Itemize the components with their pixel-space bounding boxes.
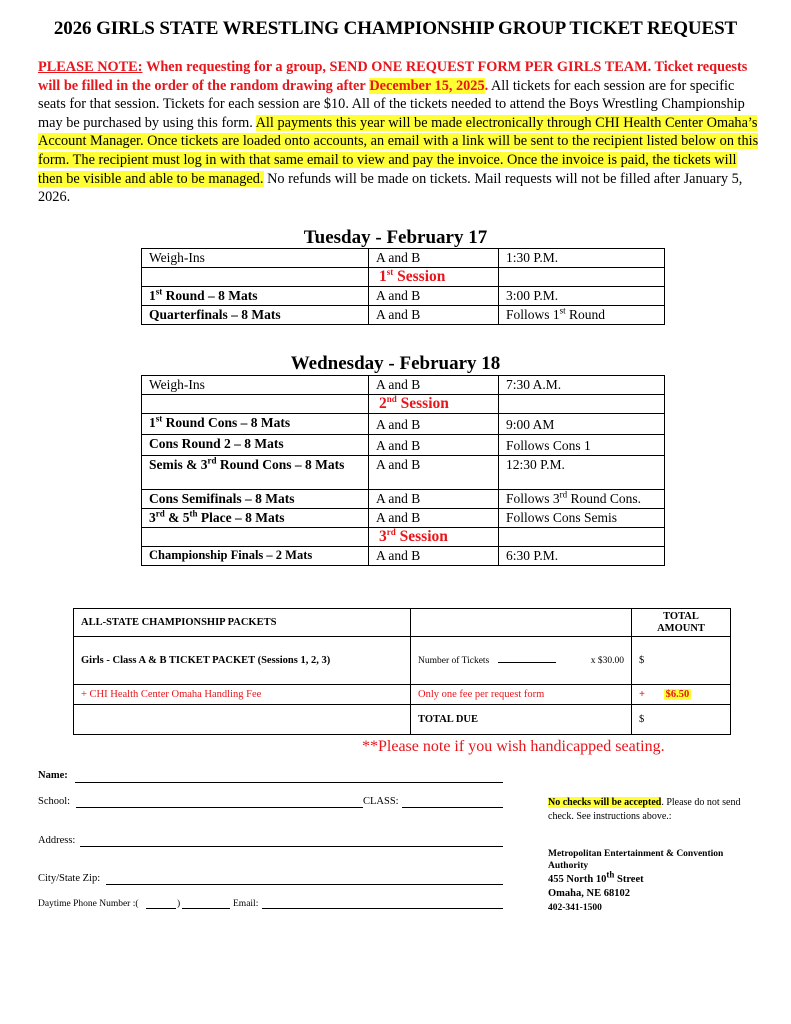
event-cell: Cons Semifinals – 8 Mats xyxy=(142,490,369,509)
phone-field[interactable] xyxy=(182,908,230,909)
table-row xyxy=(142,435,665,456)
time-cell: 3:00 P.M. xyxy=(499,287,665,306)
table-row xyxy=(74,637,731,685)
tuesday-heading: Tuesday - February 17 xyxy=(303,227,488,248)
session-row xyxy=(142,268,665,287)
event-cell: 1st Round Cons – 8 Mats xyxy=(142,414,369,435)
time-cell: 12:30 P.M. xyxy=(499,456,665,490)
table-row xyxy=(74,685,731,705)
table-row xyxy=(142,509,665,528)
class-label: CLASS: xyxy=(363,796,399,807)
session-label: 2nd Session xyxy=(369,395,499,414)
name-label: Name: xyxy=(38,770,68,781)
deadline-date: December 15, 2025 xyxy=(369,77,485,94)
org-name: Metropolitan Entertainment & Convention Authority xyxy=(548,849,724,871)
event-cell: Quarterfinals – 8 Mats xyxy=(142,306,369,325)
time-cell: 9:00 AM xyxy=(499,414,665,435)
mats-cell: A and B xyxy=(369,435,499,456)
event-cell: 3rd & 5th Place – 8 Mats xyxy=(142,509,369,528)
checks-note xyxy=(548,796,758,824)
wednesday-schedule-table xyxy=(141,375,665,566)
email-label: Email: xyxy=(233,899,259,909)
packet-order-table xyxy=(73,608,731,735)
table-row xyxy=(142,287,665,306)
event-cell: Semis & 3rd Round Cons – 8 Mats xyxy=(142,456,369,490)
table-row xyxy=(142,249,665,268)
handling-fee-note: Only one fee per request form xyxy=(411,685,632,705)
table-row xyxy=(142,456,665,490)
mats-cell: A and B xyxy=(369,306,499,325)
time-cell: Follows Cons 1 xyxy=(499,435,665,456)
total-due-label: TOTAL DUE xyxy=(411,705,632,735)
handling-fee-amount: + $6.50 xyxy=(632,685,731,705)
packet-total-cell[interactable]: $ xyxy=(632,637,731,685)
session-label: 1st Session xyxy=(369,268,499,287)
table-row xyxy=(142,376,665,395)
handling-fee-label: + CHI Health Center Omaha Handling Fee xyxy=(74,685,411,705)
intro-plain-1: All tickets for each session are for specific seats for that session. Tickets for each session are $10. All of the tickets needed to attend the Boys Wrestling Championship may be purchased by using this form. xyxy=(38,77,745,131)
event-cell: Championship Finals – 2 Mats xyxy=(142,547,369,566)
intro-paragraph: PLEASE NOTE: When requesting for a group, SEND ONE REQUEST FORM PER GIRLS TEAM. Ticket requests will be filled in the order of the random drawing after December 15, 2025. All tickets for each session are for specific seats for that session. Tickets for each session are $10. All of the tickets needed to attend the Boys Wrestling Championship may be purchased by using this form. All payments this year will be made electronically through CHI Health Center Omaha’s Account Manager. Once tickets are loaded onto accounts, an email with a link will be sent to the recipient listed below on this form. The recipient must log in with that same email to view and pay the invoice. Once the invoice is paid, the tickets will then be visible and able to be managed. No refunds will be made on tickets. Mail requests will not be filled after January 5, 2026. xyxy=(38,59,759,206)
mats-cell: A and B xyxy=(369,509,499,528)
city-label: City/State Zip: xyxy=(38,873,101,884)
address-label: Address: xyxy=(38,835,76,846)
packet-label: Girls - Class A & B TICKET PACKET (Sessions 1, 2, 3) xyxy=(74,637,411,685)
mats-cell: A and B xyxy=(369,249,499,268)
total-amount-header: TOTAL AMOUNT xyxy=(632,609,731,637)
mats-cell: A and B xyxy=(369,547,499,566)
mats-cell: A and B xyxy=(369,376,499,395)
session-label: 3rd Session xyxy=(369,528,499,547)
mats-cell: A and B xyxy=(369,456,499,490)
school-field[interactable] xyxy=(76,807,363,808)
mailing-address-block xyxy=(548,848,748,914)
table-row xyxy=(142,414,665,435)
city-state-zip: Omaha, NE 68102 xyxy=(548,888,630,899)
mats-cell: A and B xyxy=(369,287,499,306)
time-cell: Follows 1st Round xyxy=(499,306,665,325)
intro-plain-2: No refunds will be made on tickets. Mail requests will not be filled after January 5, 2026. xyxy=(38,170,743,206)
please-note-text: When requesting for a group, SEND ONE REQUEST FORM PER GIRLS TEAM. Ticket requests will be filled in the order of the random drawing after xyxy=(38,59,748,94)
mats-cell: A and B xyxy=(369,414,499,435)
handicap-note: **Please note if you wish handicapped seating. xyxy=(362,738,665,755)
school-label: School: xyxy=(38,796,71,807)
tuesday-schedule-table xyxy=(141,248,665,325)
table-row xyxy=(142,547,665,566)
time-cell: Follows Cons Semis xyxy=(499,509,665,528)
ticket-count-cell: Number of Tickets x $30.00 xyxy=(411,637,632,685)
checks-rest: . Please do not send check. See instructions above.: xyxy=(548,797,741,822)
time-cell: Follows 3rd Round Cons. xyxy=(499,490,665,509)
please-note-label: PLEASE NOTE: xyxy=(38,59,143,75)
org-phone: 402-341-1500 xyxy=(548,903,602,913)
event-cell: Weigh-Ins xyxy=(142,376,369,395)
time-cell: 7:30 A.M. xyxy=(499,376,665,395)
area-code-field[interactable] xyxy=(146,908,176,909)
ticket-count-field[interactable] xyxy=(498,662,556,663)
address-field[interactable] xyxy=(80,846,503,847)
name-field[interactable] xyxy=(75,782,503,783)
phone-close: ) xyxy=(177,899,181,909)
event-cell: 1st Round – 8 Mats xyxy=(142,287,369,306)
total-due-cell[interactable]: $ xyxy=(632,705,731,735)
no-checks-highlight: No checks will be accepted xyxy=(548,797,662,808)
packets-header: ALL-STATE CHAMPIONSHIP PACKETS xyxy=(74,609,411,637)
event-cell: Cons Round 2 – 8 Mats xyxy=(142,435,369,456)
phone-label: Daytime Phone Number :( xyxy=(38,899,139,909)
email-field[interactable] xyxy=(262,908,503,909)
city-field[interactable] xyxy=(106,884,503,885)
time-cell: 6:30 P.M. xyxy=(499,547,665,566)
wednesday-heading: Wednesday - February 18 xyxy=(290,353,501,374)
page-title: 2026 GIRLS STATE WRESTLING CHAMPIONSHIP GROUP TICKET REQUEST xyxy=(53,18,738,39)
session-row xyxy=(142,528,665,547)
time-cell: 1:30 P.M. xyxy=(499,249,665,268)
event-cell: Weigh-Ins xyxy=(142,249,369,268)
mats-cell: A and B xyxy=(369,490,499,509)
class-field[interactable] xyxy=(402,807,503,808)
table-row xyxy=(142,306,665,325)
street-address: 455 North 10th Street xyxy=(548,869,644,885)
table-row xyxy=(74,609,731,637)
table-row xyxy=(142,490,665,509)
session-row xyxy=(142,395,665,414)
intro-highlight: All payments this year will be made electronically through CHI Health Center Omaha’s Account Manager. Once tickets are loaded onto accounts, an email with a link will be sent to the recipient listed below on this form. The recipient must log in with that same email to view and pay the invoice. Once the invoice is paid, the tickets will then be visible and able to be managed. xyxy=(38,114,759,187)
table-row xyxy=(74,705,731,735)
